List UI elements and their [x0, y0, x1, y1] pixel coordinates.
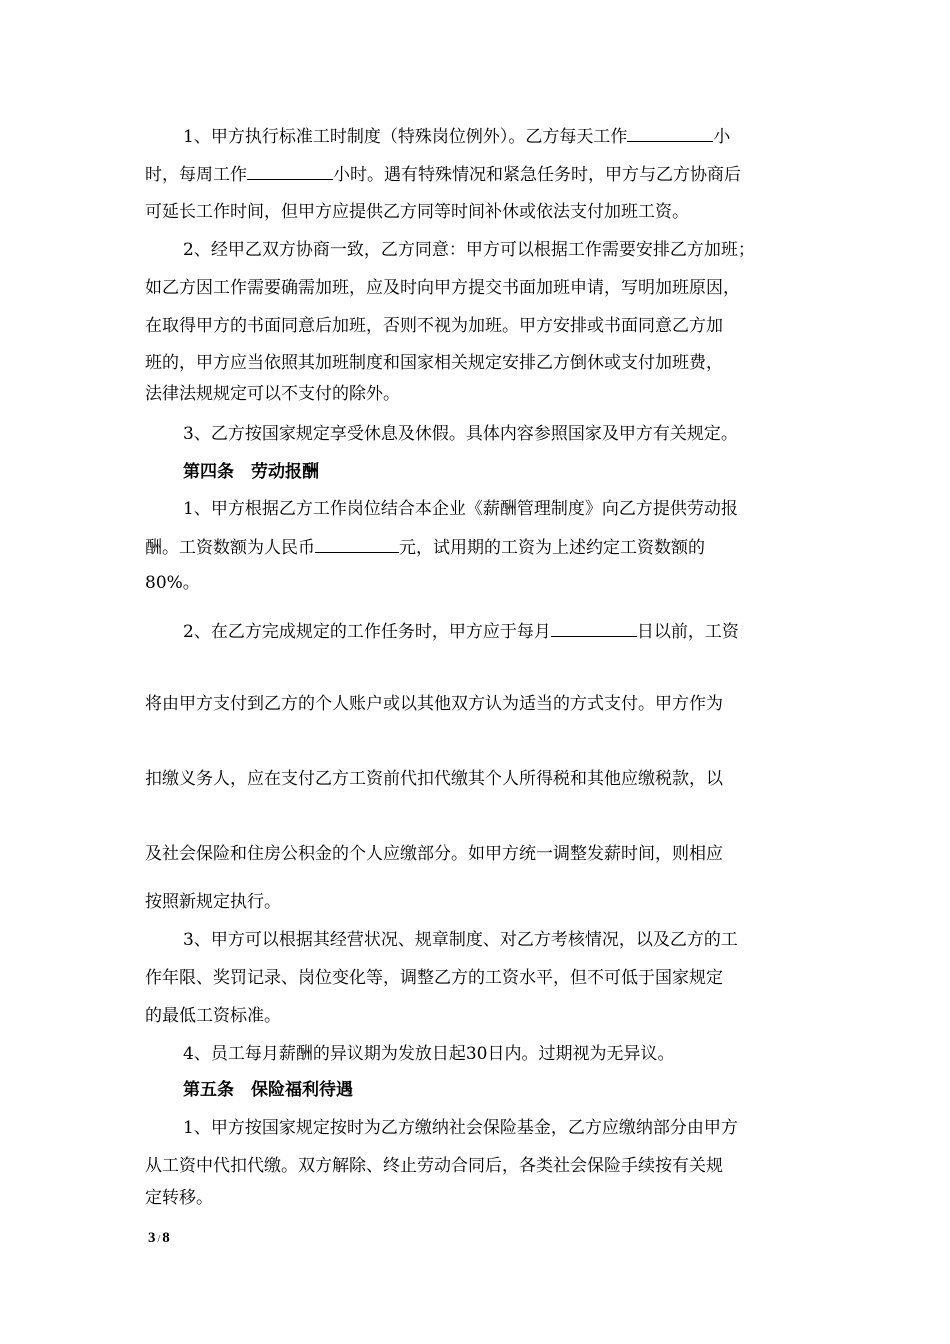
text-line: 可延长工作时间，但甲方应提供乙方同等时间补休或依法支付加班工资。 — [145, 202, 689, 222]
text-line: 的最低工资标准。 — [145, 1006, 281, 1026]
fill-in-blank — [247, 162, 333, 180]
text-line: 按照新规定执行。 — [145, 892, 281, 912]
text-line: 法律法规规定可以不支付的除外。 — [145, 384, 400, 404]
text-line: 扣缴义务人，应在支付乙方工资前代扣代缴其个人所得税和其他应缴税款，以 — [145, 769, 723, 789]
text-line: 1、甲方根据乙方工作岗位结合本企业《薪酬管理制度》向乙方提供劳动报 — [183, 499, 738, 519]
text-line: 1、甲方按国家规定按时为乙方缴纳社会保险基金，乙方应缴纳部分由甲方 — [183, 1118, 738, 1138]
fill-in-blank — [627, 124, 713, 142]
text-line — [183, 619, 739, 643]
text-span: 小时。遇有特殊情况和紧急任务时，甲方与乙方协商后 — [333, 165, 741, 185]
total-pages-number: 8 — [162, 1230, 170, 1246]
fill-in-blank — [315, 535, 399, 553]
text-line: 3、乙方按国家规定享受休息及休假。具体内容参照国家及甲方有关规定。 — [183, 424, 738, 444]
text-span: 酬。工资数额为人民币 — [145, 538, 315, 558]
text-span: 元，试用期的工资为上述约定工资数额的 — [399, 538, 705, 558]
text-span: 2、在乙方完成规定的工作任务时，甲方应于每月 — [183, 622, 551, 642]
text-line: 80%。 — [145, 573, 200, 593]
text-line: 如乙方因工作需要确需加班，应及时向甲方提交书面加班申请，写明加班原因， — [145, 278, 740, 298]
text-span: 如甲方统一调整发薪时间，则相应 — [468, 844, 723, 864]
text-line: 在取得甲方的书面同意后加班，否则不视为加班。甲方安排或书面同意乙方加 — [145, 316, 723, 336]
text-line: 从工资中代扣代缴。双方解除、终止劳动合同后，各类社会保险手续按有关规 — [145, 1156, 723, 1176]
section-heading: 第五条 保险福利待遇 — [183, 1080, 353, 1100]
text-line — [145, 535, 705, 559]
text-line: 作年限、奖罚记录、岗位变化等，调整乙方的工资水平，但不可低于国家规定 — [145, 968, 723, 988]
page-separator: / — [157, 1234, 161, 1245]
text-line: 将由甲方支付到乙方的个人账户或以其他双方认为适当的方式支付。甲方作为 — [145, 694, 723, 714]
text-line: 班的，甲方应当依照其加班制度和国家相关规定安排乙方倒休或支付加班费， — [145, 353, 723, 373]
page-number — [148, 1228, 170, 1250]
fill-in-blank — [551, 619, 637, 637]
text-line: 4、员工每月薪酬的异议期为发放日起30日内。过期视为无异议。 — [183, 1044, 675, 1064]
text-span: 日以前， — [636, 622, 705, 642]
current-page-number: 3 — [148, 1230, 156, 1246]
text-line — [183, 124, 730, 148]
text-line — [145, 162, 741, 186]
text-span: 小 — [713, 127, 731, 147]
text-line — [145, 842, 723, 866]
text-span: 工资 — [704, 622, 739, 642]
section-heading: 第四条 劳动报酬 — [183, 462, 319, 482]
text-line: 2、经甲乙双方协商一致，乙方同意：甲方可以根据工作需要安排乙方加班； — [183, 240, 755, 260]
text-line: 定转移。 — [145, 1188, 213, 1208]
text-line: 3、甲方可以根据其经营状况、规章制度、对乙方考核情况，以及乙方的工 — [183, 930, 738, 950]
text-span: 时，每周工作 — [145, 165, 247, 185]
text-span: 及社会保险和住房公积金的个人应缴部分。 — [145, 844, 468, 864]
text-span: 1、甲方执行标准工时制度（特殊岗位例外）。乙方每天工作 — [183, 127, 628, 147]
